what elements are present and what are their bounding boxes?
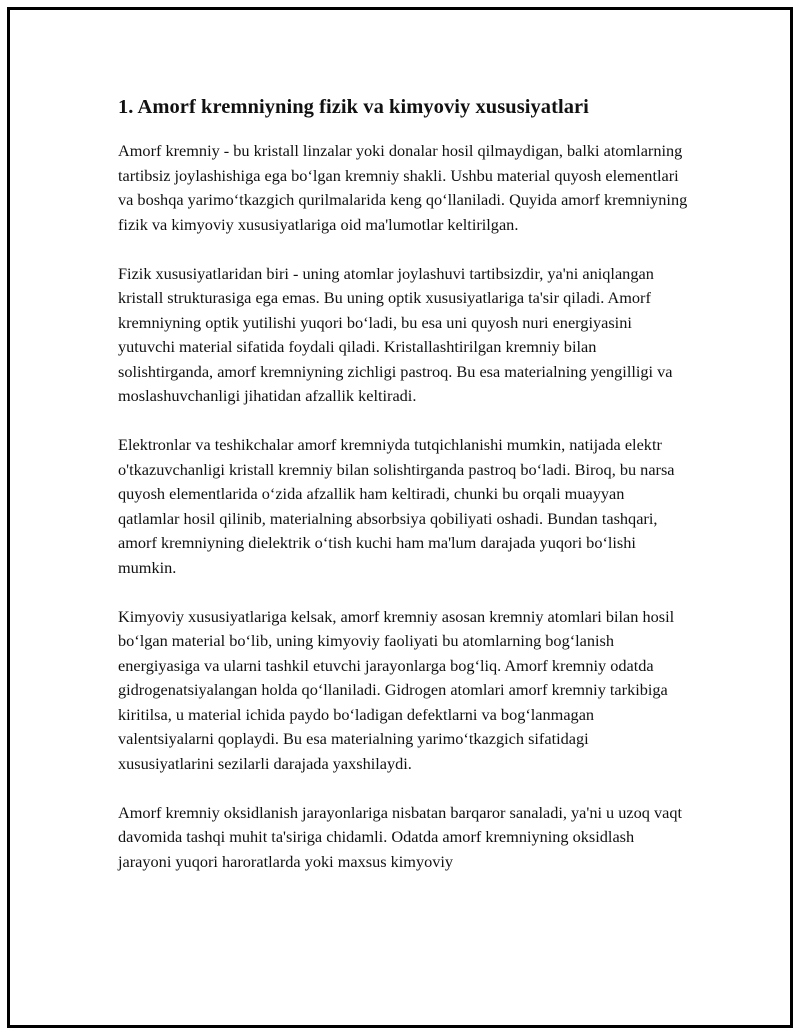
paragraph-oxidation: Amorf kremniy oksidlanish jarayonlariga nisbatan barqaror sanaladi, ya'ni u uzoq vaqt davomida tashqi muhit ta'siriga chidamli. Odatda amorf kremniyning oksidlash jarayoni yuqori haroratlarda yoki maxsus kimyoviy bbox=[118, 802, 683, 871]
paragraph-intro: Amorf kremniy - bu kristall linzalar yoki donalar hosil qilmaydigan, balki atomlarning tartibsiz joylashishiga ega bo‘lgan kremniy shakli. Ushbu material quyosh elementlari va boshqa yarimo‘tkazgich qurilmalarida keng qo‘llaniladi. Quyida amorf kremniyning fizik va kimyoviy xususiyatlariga oid ma'lumotlar keltirilgan. bbox=[118, 141, 688, 234]
section-heading: 1. Amorf kremniyning fizik va kimyoviy xususiyatlari bbox=[118, 96, 589, 118]
document-body bbox=[118, 92, 688, 899]
paragraph-electronic-properties: Elektronlar va teshikchalar amorf kremniyda tutqichlanishi mumkin, natijada elektr o'tkazuvchanligi kristall kremniy bilan solishtirganda pastroq bo‘ladi. Biroq, bu narsa quyosh elementlarida o‘zida afzallik ham keltiradi, chunki bu orqali muayyan qatlamlar hosil qilinib, materialning absorbsiya qobiliyati oshadi. Bundan tashqari, amorf kremniyning dielektrik o‘tish kuchi ham ma'lum darajada yuqori bo‘lishi mumkin. bbox=[118, 435, 675, 577]
paragraph-chemical-properties: Kimyoviy xususiyatlariga kelsak, amorf kremniy asosan kremniy atomlari bilan hosil bo‘lgan material bo‘lib, uning kimyoviy faoliyati bu atomlarning bog‘lanish energiyasiga va ularni tashkil etuvchi jarayonlarga bog‘liq. Amorf kremniy odatda gidrogenatsiyalangan holda qo‘llaniladi. Gidrogen atomlari amorf kremniy tarkibiga kiritilsa, u material ichida paydo bo‘ladigan defektlarni va bog‘lanmagan valentsiyalarni qoplaydi. Bu esa materialning yarimo‘tkazgich sifatidagi xususiyatlarini sezilarli darajada yaxshilaydi. bbox=[118, 606, 675, 773]
paragraph-physical-properties: Fizik xususiyatlaridan biri - uning atomlar joylashuvi tartibsizdir, ya'ni aniqlangan kristall strukturasiga ega emas. Bu uning optik xususiyatlariga ta'sir qiladi. Amorf kremniyning optik yutilishi yuqori bo‘ladi, bu esa uni quyosh nuri energiyasini yutuvchi material sifatida foydali qiladi. Kristallashtirilgan kremniy bilan solishtirganda, amorf kremniyning zichligi pastroq. Bu esa materialning yengilligi va moslashuvchanligi jihatidan afzallik keltiradi. bbox=[118, 263, 673, 405]
